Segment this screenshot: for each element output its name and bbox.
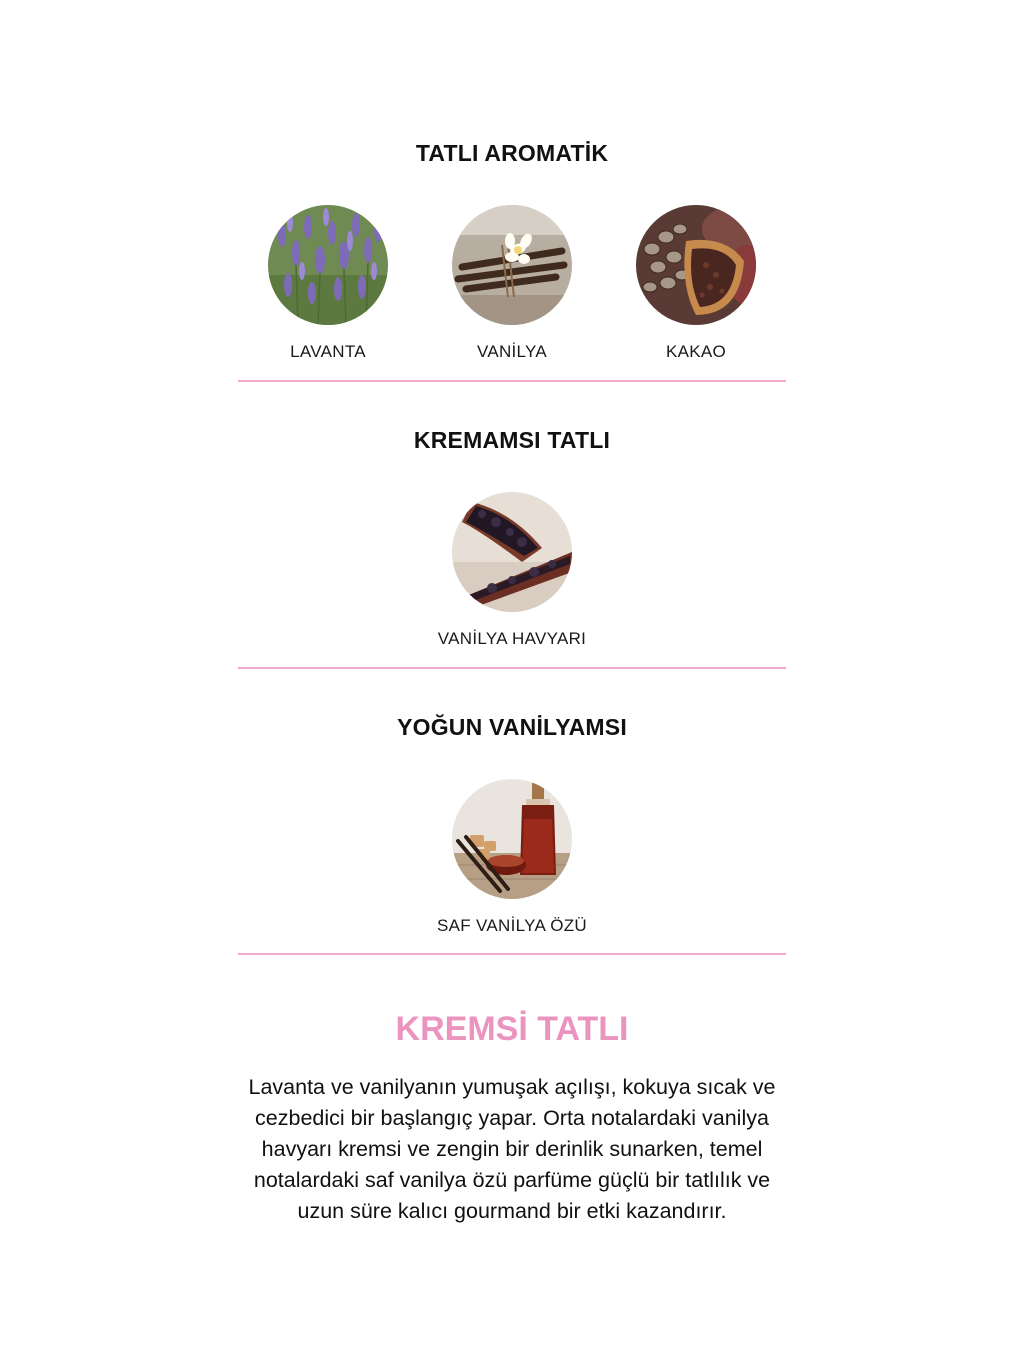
note-label: VANİLYA	[476, 342, 548, 361]
note-label: LAVANTA	[290, 342, 366, 361]
note-label: KAKAO	[665, 342, 727, 361]
note-label: VANİLYA HAVYARI	[437, 629, 587, 648]
summary-title: KREMSİ TATLI	[395, 1010, 629, 1048]
note-vanilya	[420, 205, 604, 362]
lavender-image	[268, 205, 388, 325]
section-title: KREMAMSI TATLI	[413, 427, 611, 453]
section-divider	[238, 953, 786, 955]
note-kakao	[604, 205, 788, 362]
section-divider	[238, 380, 786, 382]
section-divider	[238, 667, 786, 669]
vanilla-caviar-image	[452, 492, 572, 612]
note-label: SAF VANİLYA ÖZÜ	[437, 916, 587, 935]
section-title: TATLI AROMATİK	[415, 140, 609, 166]
section-title: YOĞUN VANİLYAMSI	[397, 714, 627, 740]
vanilla-extract-image	[452, 779, 572, 899]
note-lavanta	[236, 205, 420, 362]
note-vanilya-havyari	[420, 492, 604, 649]
vanilla-image	[452, 205, 572, 325]
cocoa-image	[636, 205, 756, 325]
note-saf-vanilya-ozu	[420, 779, 604, 936]
summary-text: Lavanta ve vanilyanın yumuşak açılışı, kokuya sıcak ve cezbedici bir başlangıç yapar. Orta notalardaki vanilya havyarı kremsi ve zengin bir derinlik sunarken, temel notalardaki saf vanilya özü parfüme güçlü bir tatlılık ve uzun süre kalıcı gourmand bir etki kazandırır.	[248, 1075, 776, 1223]
